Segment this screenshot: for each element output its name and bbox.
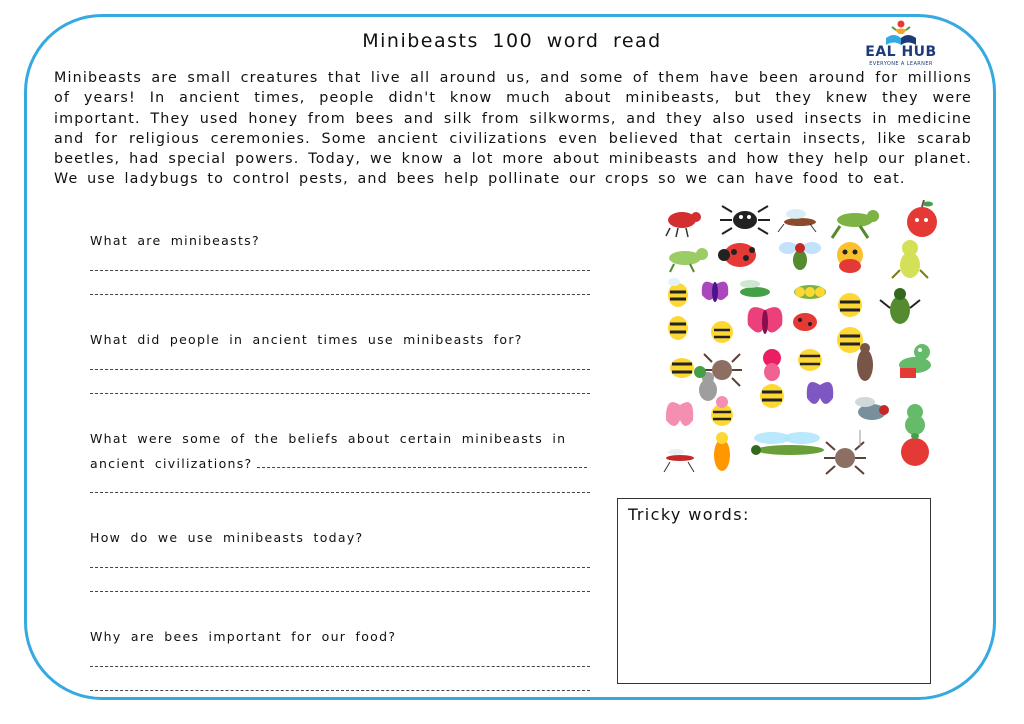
eal-hub-logo [846, 18, 956, 68]
answer-line[interactable] [90, 567, 590, 568]
question-5: Why are bees important for our food? [90, 629, 397, 644]
question-4: How do we use minibeasts today? [90, 530, 364, 545]
answer-line[interactable] [90, 666, 590, 667]
answer-line[interactable] [90, 591, 590, 592]
answer-line[interactable] [90, 294, 590, 295]
logo-name: EAL HUB [865, 44, 937, 60]
page-title: Minibeasts 100 word read [362, 30, 662, 52]
answer-line[interactable] [90, 369, 590, 370]
question-2: What did people in ancient times use minibeasts for? [90, 332, 523, 347]
answer-line-inline[interactable] [257, 467, 587, 468]
tricky-words-box[interactable] [617, 498, 931, 684]
book-person-icon [846, 18, 956, 46]
logo-tagline: EVERYONE A LEARNER [869, 61, 933, 67]
minibeasts-clipart-icon [660, 200, 946, 486]
answer-line[interactable] [90, 492, 590, 493]
question-3-line-1: What were some of the beliefs about certain minibeasts in [90, 431, 567, 446]
reading-passage: Minibeasts are small creatures that live all around us, and some of them have been around for millions of years! In ancient times, people didn't know much about minibeasts, but they knew they were important. They used honey from bees and silk from silkworms, and they also used insects in medicine and for religious ceremonies. Some ancient civilizations even believed that certain insects, like scarab beetles, had special powers. Today, we know a lot more about minibeasts and how they help our planet. We use ladybugs to control pests, and bees help pollinate our crops so we can have food to eat. [54, 70, 972, 188]
answer-line[interactable] [90, 393, 590, 394]
answer-line[interactable] [90, 270, 590, 271]
tricky-words-label: Tricky words: [628, 505, 750, 524]
answer-line[interactable] [90, 690, 590, 691]
question-1: What are minibeasts? [90, 233, 260, 248]
question-3-continuation: ancient civilizations? [90, 456, 253, 471]
question-3-line-2 [90, 456, 590, 471]
